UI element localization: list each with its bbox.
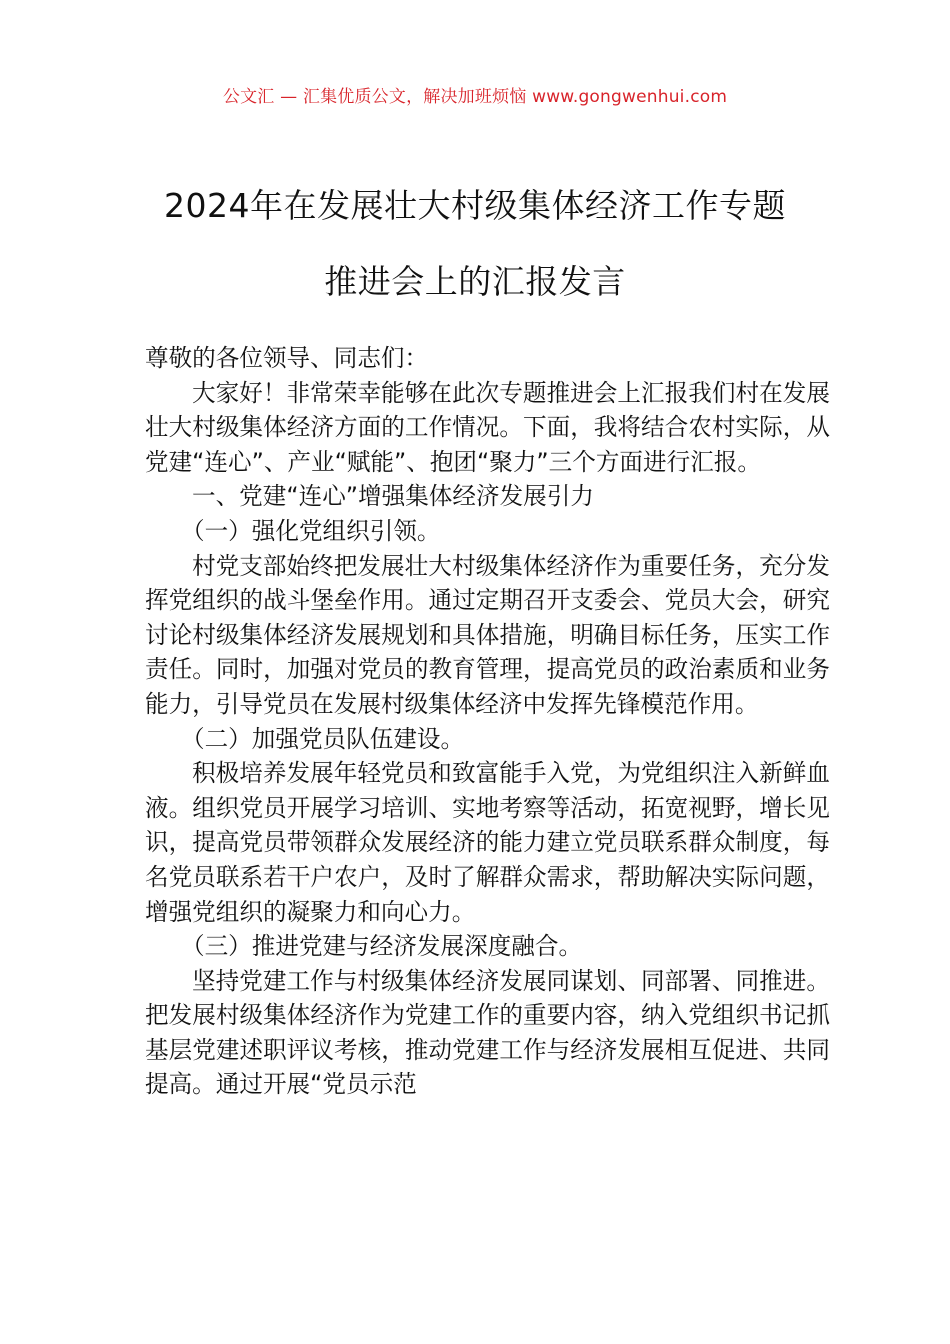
site-banner: 公文汇 — 汇集优质公文，解决加班烦恼 www.gongwenhui.com (222, 87, 728, 107)
paragraph-intro: 大家好！非常荣幸能够在此次专题推进会上汇报我们村在发展壮大村级集体经济方面的工作情况。下面，我将结合农村实际，从党建“连心”、产业“赋能”、抱团“聚力”三个方面进行汇报。 (145, 378, 830, 476)
section-heading-1: 一、党建“连心”增强集体经济发展引力 (192, 482, 594, 511)
subsection-heading-1: （一）强化党组织引领。 (181, 516, 441, 545)
paragraph-party-members: 积极培养发展年轻党员和致富能手入党，为党组织注入新鲜血液。组织党员开展学习培训、实地考察等活动，拓宽视野，增长见识，提高党员带领群众发展经济的能力建立党员联系群众制度，每名党员联系若干户农户，及时了解群众需求，帮助解决实际问题，增强党组织的凝聚力和向心力。 (145, 759, 830, 926)
paragraph-party-leadership: 村党支部始终把发展壮大村级集体经济作为重要任务，充分发挥党组织的战斗堡垒作用。通过定期召开支委会、党员大会，研究讨论村级集体经济发展规划和具体措施，明确目标任务，压实工作责任。同时，加强对党员的教育管理，提高党员的政治素质和业务能力，引导党员在发展村级集体经济中发挥先锋模范作用。 (145, 551, 830, 718)
paragraph-integration: 坚持党建工作与村级集体经济发展同谋划、同部署、同推进。把发展村级集体经济作为党建工作的重要内容，纳入党组织书记抓基层党建述职评议考核，推动党建工作与经济发展相互促进、共同提高。通过开展“党员示范 (145, 966, 830, 1099)
subsection-heading-2: （二）加强党员队伍建设。 (181, 724, 465, 753)
document-title (100, 168, 850, 320)
title-line-2: 推进会上的汇报发言 (324, 262, 626, 301)
subsection-heading-3: （三）推进党建与经济发展深度融合。 (181, 932, 583, 961)
title-line-1: 2024年在发展壮大村级集体经济工作专题 (164, 186, 786, 225)
document-body (145, 341, 830, 1102)
salutation: 尊敬的各位领导、同志们： (145, 344, 429, 372)
